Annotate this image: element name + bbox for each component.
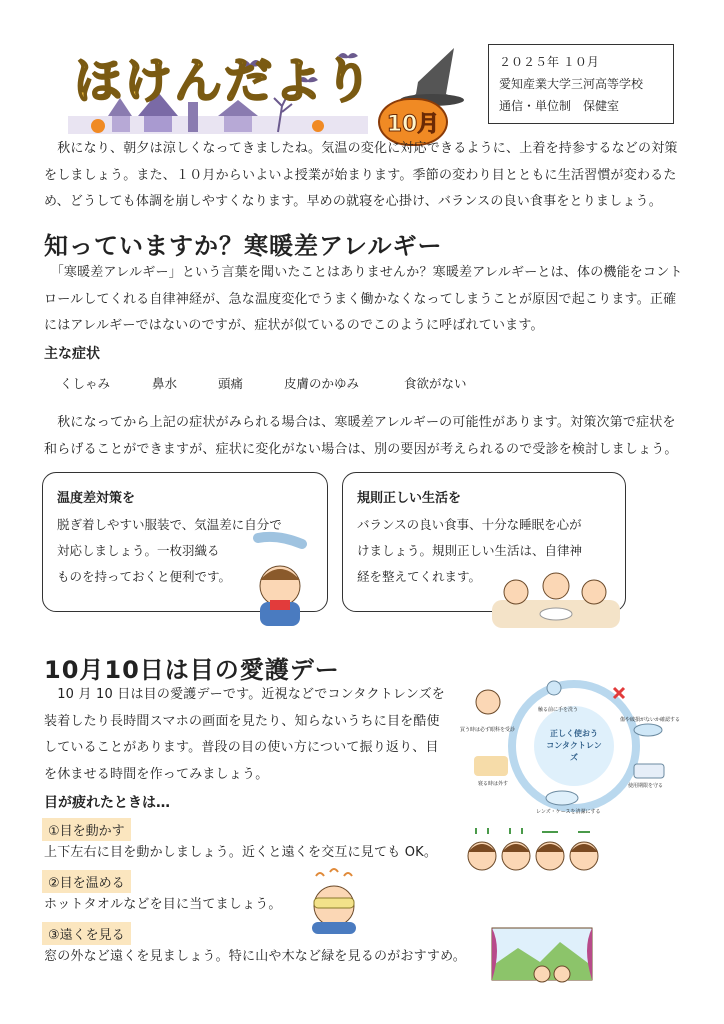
paragraph-line: を休ませる時間を作ってみましょう。 (44, 766, 269, 782)
tip-line: バランスの良い食事、十分な睡眠を心が (357, 517, 582, 532)
boy-with-scarf-illustration (238, 528, 330, 628)
section-heading-allergy: 知っていますか？寒暖差アレルギー (44, 232, 443, 260)
symptom-item: 鼻水 (152, 374, 177, 392)
tired-eyes-heading: 目が疲れたときは… (44, 795, 170, 811)
symptom-item: くしゃみ (60, 374, 110, 392)
tip-label-warm-eyes: ②目を温める (42, 870, 131, 893)
symptom-item: 食欲がない (404, 374, 467, 392)
window-view-illustration (486, 922, 598, 986)
intro-paragraph: 秋になり、朝夕は涼しくなってきましたね。気温の変化に対応できるように、上着を持参するなどの対策をしましょう。また、１０月からいよいよ授業が始まります。季節の変わり目とともに生活習慣が変わるため、どうしても体調を崩しやすくなります。早めの就寝を心掛け、バランスの良い食事をとりましょう。 (44, 141, 678, 209)
symptom-item: 皮膚のかゆみ (284, 374, 359, 392)
tip-line: 対応しましょう。一枚羽織る (57, 543, 220, 558)
paragraph-line: していることがあります。普段の目の使い方について振り返り、目 (44, 740, 439, 755)
school-info-box (488, 44, 674, 124)
section-heading-eye-day: 10月10日は目の愛護デー (44, 656, 340, 684)
paragraph-line: 装着したり長時間スマホの画面を見たり、知らないうちに目を酷使 (44, 713, 440, 729)
tip-line: けましょう。規則正しい生活は、自律神 (357, 543, 583, 558)
school-name: 愛知産業大学三河高等学校 (499, 77, 644, 91)
month-badge: 10月 (378, 98, 448, 146)
symptom-item: 頭痛 (218, 374, 243, 392)
contact-lens-diagram (458, 676, 690, 816)
allergy-advice-paragraph: 秋になってから上記の症状がみられる場合は、寒暖差アレルギーの可能性があります。対策次第で症状を和らげることができますが、症状に変化がない場合は、別の要因が考えられるので受診を検討しましょう。 (44, 415, 678, 457)
issue-date: ２０２５年 １０月 (499, 55, 599, 69)
allergy-paragraph: 「寒暖差アレルギー」という言葉を聞いたことはありませんか？寒暖差アレルギーとは、体の機能をコントロールしてくれる自律神経が、急な温度変化でうまく働かなくなってしまうことが原因で起こります。正確にはアレルギーではないのですが、症状が似ているのでこのように呼ばれています。 (44, 265, 683, 333)
tip-text-look-far: 窓の外など遠くを見ましょう。特に山や木など緑を見るのがおすすめ。 (44, 949, 467, 964)
family-meal-illustration (486, 560, 626, 632)
tip-title: 規則正しい生活を (357, 491, 462, 506)
tip-line: ものを持っておくと便利です。 (57, 569, 232, 584)
warm-towel-on-eyes-illustration (296, 866, 372, 936)
center-label-line: 正しく使おう (550, 729, 598, 738)
tip-line: 経を整えてくれます。 (357, 569, 482, 584)
paragraph-line: 10 月 10 日は目の愛護デーです。近視などでコンタクトレンズを (44, 687, 446, 702)
contact-lens-center-label (544, 728, 604, 764)
center-label-line: コンタクトレンズ (546, 741, 602, 762)
eye-day-paragraph (44, 682, 454, 788)
symptoms-heading: 主な症状 (44, 346, 100, 362)
tip-text-warm-eyes: ホットタオルなどを目に当てましょう。 (44, 897, 282, 912)
tip-label-look-far: ③遠くを見る (42, 922, 131, 945)
contact-tip-label: 触る前に手を洗う (538, 707, 579, 713)
contact-tip-label: レンズ・ケースを清潔にする (536, 809, 601, 815)
department: 通信・単位制 保健室 (499, 99, 620, 113)
newsletter-title: ほけんだより (74, 53, 375, 109)
tip-title: 温度差対策を (57, 491, 136, 506)
masthead (68, 40, 478, 135)
contact-tip-label: 使用期限を守る (628, 783, 664, 789)
tip-text-move-eyes: 上下左右に目を動かしましょう。近くと遠くを交互に見ても OK。 (44, 845, 438, 860)
eye-exercise-faces-illustration (462, 826, 602, 876)
contact-tip-label: 買う時は必ず眼科を受診 (460, 727, 516, 733)
tip-line: 脱ぎ着しやすい服装で、気温差に自分で (57, 517, 282, 532)
tip-label-move-eyes: ①目を動かす (42, 818, 131, 841)
contact-tip-label: 傷や破損がないか確認する (620, 717, 681, 723)
contact-tip-label: 寝る時は外す (478, 781, 509, 787)
